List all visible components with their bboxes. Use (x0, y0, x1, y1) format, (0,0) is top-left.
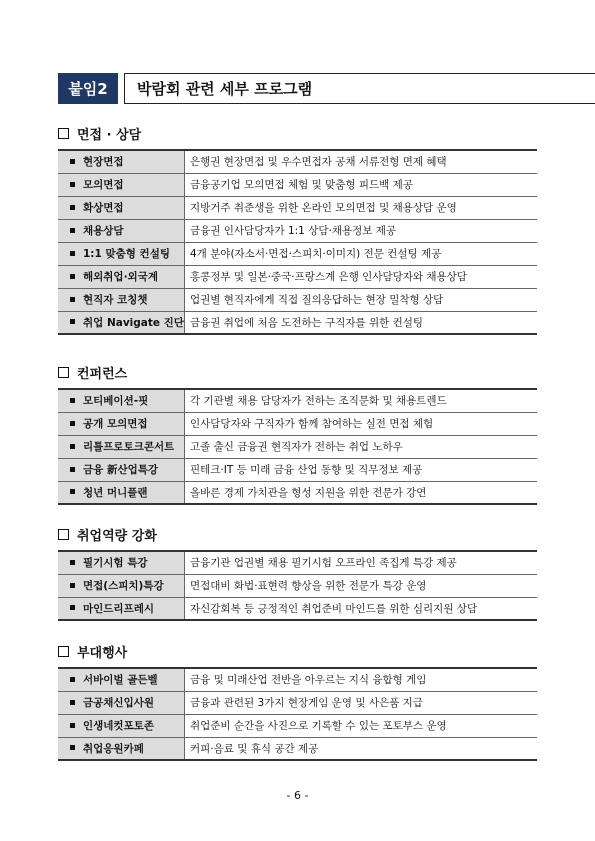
program-table (58, 667, 537, 761)
table-row (58, 481, 537, 504)
bullet-icon (70, 274, 75, 279)
program-name: 필기시험 특강 (83, 557, 148, 570)
program-description: 금융권 인사담당자가 1:1 상담·채용정보 제공 (185, 219, 538, 242)
program-description: 금융권 취업에 처음 도전하는 구직자를 위한 컨설팅 (185, 311, 538, 334)
program-name: 청년 머니플랜 (83, 486, 148, 499)
page-title: 박람회 관련 세부 프로그램 (124, 73, 595, 104)
bullet-icon (70, 489, 75, 494)
table-row (58, 196, 537, 219)
program-description: 고졸 출신 금융권 현직자가 전하는 취업 노하우 (185, 435, 538, 458)
table-row (58, 574, 537, 597)
program-name: 마인드리프레시 (83, 602, 155, 615)
bullet-icon (70, 159, 75, 164)
program-name: 리틀프로토크콘서트 (83, 441, 175, 453)
bullet-icon (70, 467, 75, 472)
section-title: 부대행사 (77, 645, 128, 661)
table-row (58, 551, 537, 574)
table-row (58, 458, 537, 481)
program-name: 채용상담 (83, 225, 124, 237)
table-row (58, 389, 537, 412)
program-name: 금융 新산업특강 (83, 464, 159, 476)
program-description: 핀테크·IT 등 미래 금융 산업 동향 및 직무정보 제공 (185, 458, 538, 481)
program-table (58, 388, 537, 505)
bullet-icon (70, 251, 75, 256)
table-row (58, 219, 537, 242)
bullet-icon (70, 677, 75, 682)
program-description: 금융공기업 모의면접 체험 및 맞춤형 피드백 제공 (185, 173, 538, 196)
section-interview (58, 124, 538, 335)
table-row (58, 737, 537, 760)
bullet-icon (70, 444, 75, 449)
program-name: 면접(스피치)특강 (83, 580, 164, 592)
table-row (58, 288, 537, 311)
section-title: 면접 · 상담 (77, 127, 142, 143)
bullet-icon (70, 421, 75, 426)
table-row (58, 668, 537, 691)
table-row (58, 412, 537, 435)
table-row (58, 714, 537, 737)
program-name: 서바이벌 골든벨 (83, 674, 158, 687)
table-row (58, 691, 537, 714)
bullet-icon (70, 583, 75, 588)
table-row (58, 435, 537, 458)
bullet-icon (70, 560, 75, 565)
table-row (58, 150, 537, 173)
table-row (58, 242, 537, 265)
program-name: 모티베이션-핏 (83, 395, 149, 408)
bullet-icon (70, 700, 75, 705)
program-description: 취업준비 순간을 사진으로 기록할 수 있는 포토부스 운영 (185, 714, 538, 737)
program-table (58, 149, 537, 335)
program-description: 각 기관별 채용 담당자가 전하는 조직문화 및 채용트렌드 (185, 389, 538, 412)
table-row (58, 311, 537, 334)
program-description: 홍콩정부 및 일본·중국·프랑스계 은행 인사담당자와 채용상담 (185, 265, 538, 288)
program-description: 지방거주 취준생을 위한 온라인 모의면접 및 채용상담 운영 (185, 196, 538, 219)
program-description: 면접대비 화법·표현력 향상을 위한 전문가 특강 운영 (185, 574, 538, 597)
program-name: 공개 모의면접 (83, 418, 148, 430)
bullet-icon (70, 205, 75, 210)
program-name: 현장면접 (83, 156, 124, 169)
bullet-icon (70, 319, 75, 324)
program-name: 취업응원카페 (83, 742, 144, 755)
program-description: 4개 분야(자소서·면접·스피치·이미지) 전문 컨설팅 제공 (185, 242, 538, 265)
program-description: 커피·음료 및 휴식 공간 제공 (185, 737, 538, 760)
section-job-skills (58, 525, 538, 621)
program-description: 금융과 관련된 3가지 현장게임 운영 및 사은품 지급 (185, 691, 538, 714)
program-description: 자신감회복 등 긍정적인 취업준비 마인드를 위한 심리지원 상담 (185, 597, 538, 620)
program-name: 인생네컷포토존 (83, 720, 155, 732)
program-name: 금공채신입사원 (83, 697, 155, 709)
square-bullet-icon (58, 128, 69, 139)
bullet-icon (70, 228, 75, 233)
square-bullet-icon (58, 367, 69, 378)
program-description: 금융기관 업권별 채용 필기시험 오프라인 족집게 특강 제공 (185, 551, 538, 574)
bullet-icon (70, 723, 75, 728)
bullet-icon (70, 297, 75, 302)
square-bullet-icon (58, 646, 69, 657)
program-description: 금융 및 미래산업 전반을 아우르는 지식 융합형 게임 (185, 668, 538, 691)
program-name: 1:1 맞춤형 컨설팅 (83, 248, 170, 260)
attachment-badge: 붙임2 (58, 73, 118, 104)
program-description: 업권별 현직자에게 직접 질의응답하는 현장 밀착형 상담 (185, 288, 538, 311)
program-name: 해외취업·외국계 (83, 271, 158, 283)
program-table (58, 550, 537, 621)
program-description: 인사담당자와 구직자가 함께 참여하는 실전 면접 체험 (185, 412, 538, 435)
bullet-icon (70, 398, 75, 403)
section-title: 취업역량 강화 (77, 528, 157, 544)
section-title: 컨퍼런스 (77, 366, 128, 382)
bullet-icon (70, 182, 75, 187)
table-row (58, 265, 537, 288)
section-conference (58, 363, 538, 505)
program-name: 취업 Navigate 진단 (83, 316, 184, 329)
section-side-events (58, 642, 538, 761)
program-name: 화상면접 (83, 202, 124, 214)
page-number: - 6 - (286, 789, 309, 802)
bullet-icon (70, 605, 75, 610)
program-description: 올바른 경제 가치관을 형성 지원을 위한 전문가 강연 (185, 481, 538, 504)
bullet-icon (70, 745, 75, 750)
program-description: 은행권 현장면접 및 우수면접자 공채 서류전형 면제 혜택 (185, 150, 538, 173)
program-name: 현직자 코칭챗 (83, 294, 148, 306)
table-row (58, 173, 537, 196)
page-header (58, 73, 595, 104)
program-name: 모의면접 (83, 179, 124, 191)
table-row (58, 597, 537, 620)
square-bullet-icon (58, 529, 69, 540)
